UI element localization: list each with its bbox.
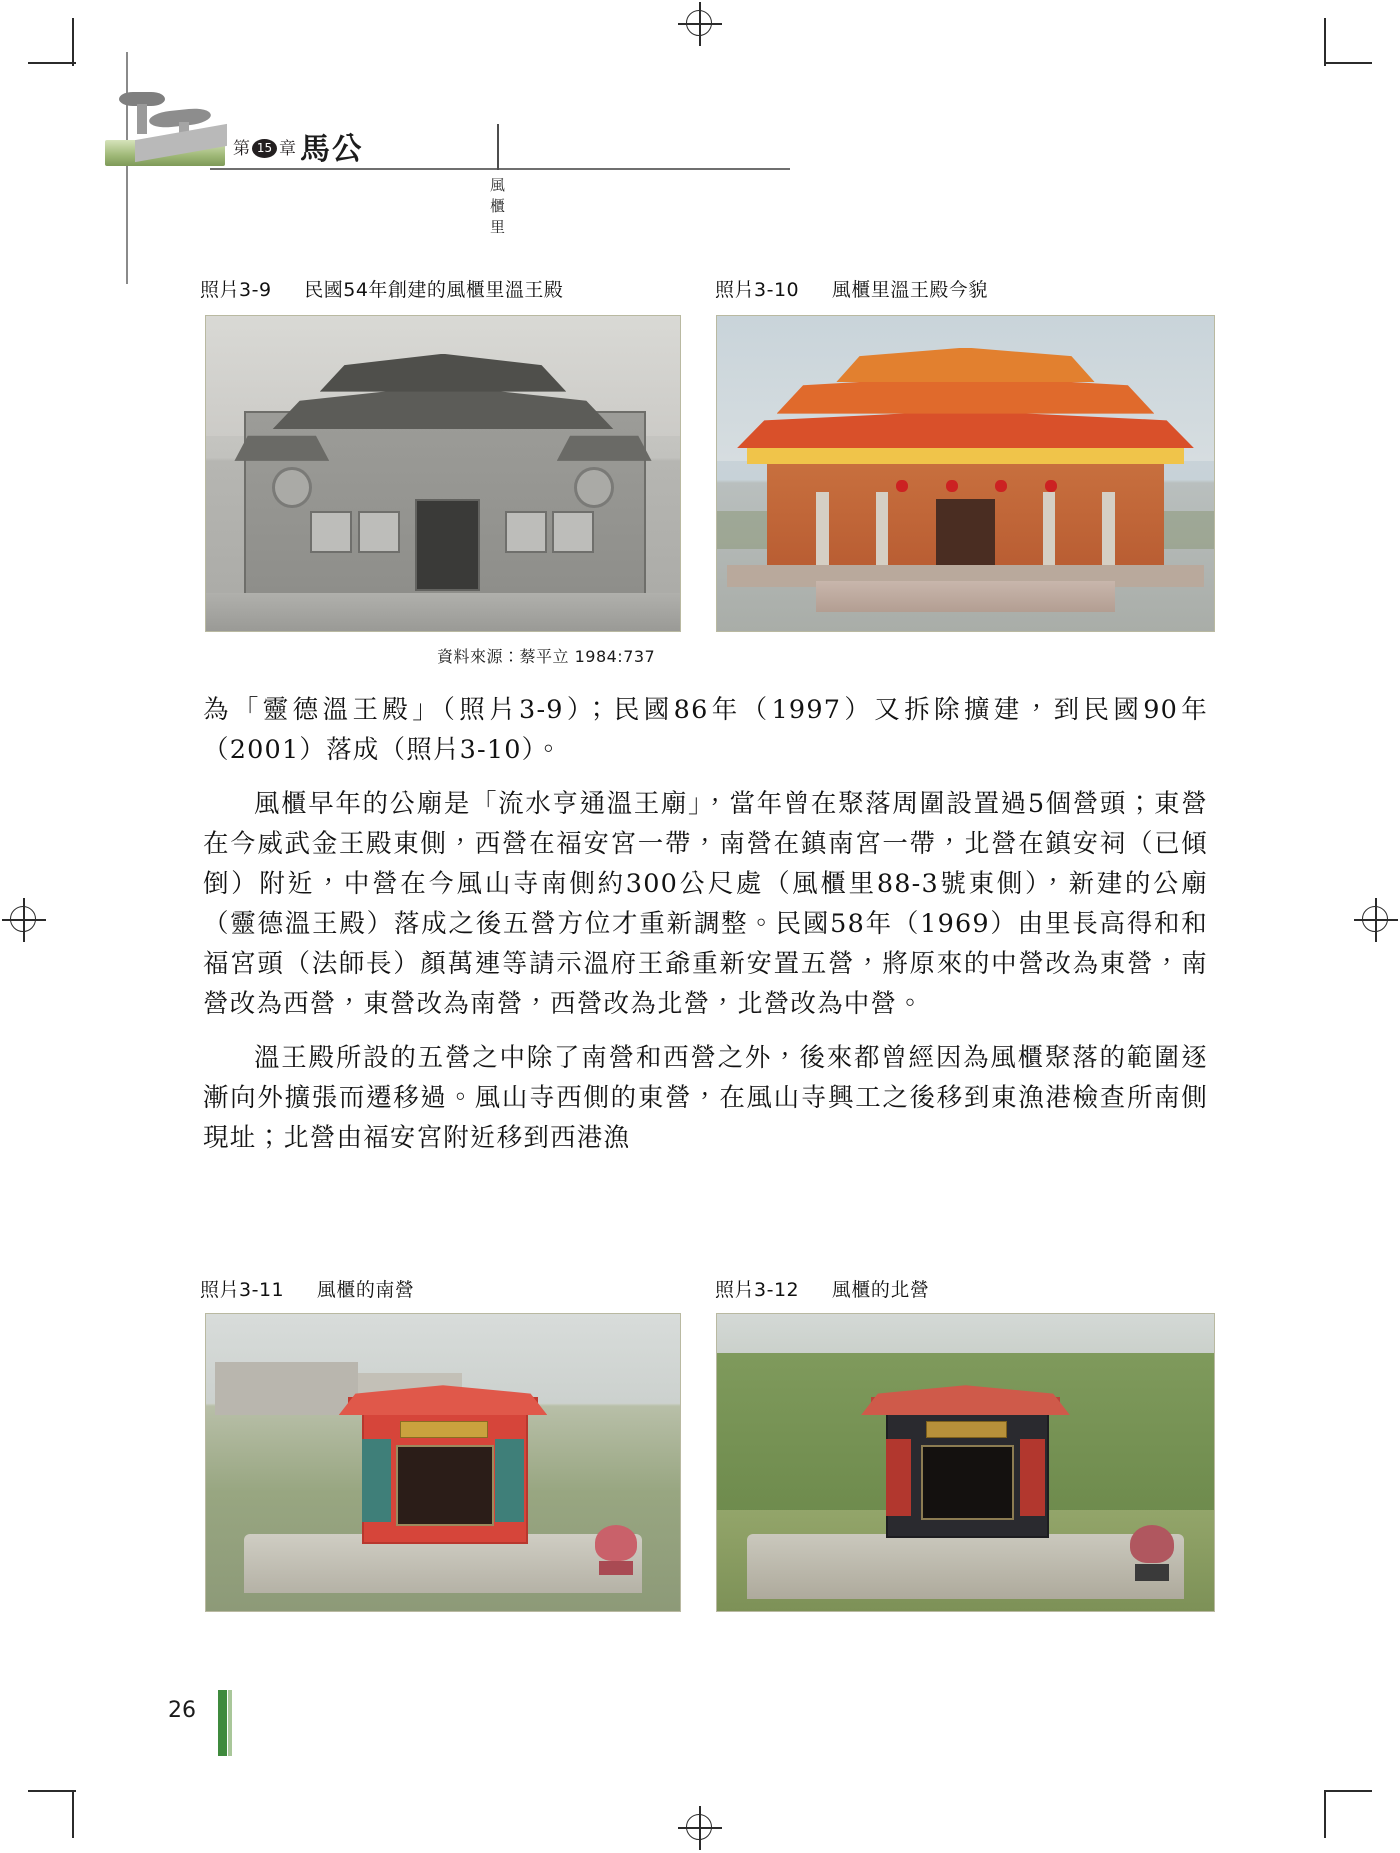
header-divider-rule — [497, 124, 499, 170]
photo-3-9-caption-text: 民國54年創建的風櫃里溫王殿 — [304, 279, 564, 301]
chapter-header — [105, 88, 507, 236]
photo-3-10-caption — [715, 275, 988, 302]
photo-3-9-source: 資料來源：蔡平立 1984:737 — [437, 647, 656, 666]
photo-3-12-caption — [715, 1275, 929, 1302]
header-place-name: 馬公 — [300, 132, 364, 167]
photo-3-10-caption-text: 風櫃里溫王殿今貌 — [831, 279, 988, 301]
photo-3-11-caption-text: 風櫃的南營 — [316, 1279, 415, 1301]
header-subtitle: 風櫃里 — [490, 176, 507, 236]
crop-mark-top-left — [28, 18, 98, 88]
photo-3-9-image — [205, 315, 681, 632]
photo-3-12-caption-text: 風櫃的北營 — [831, 1279, 930, 1301]
paragraph-1: 為「靈德溫王殿」（照片3-9）；民國86年（1997）又拆除擴建，到民國90年（2001）落成（照片3-10）。 — [203, 695, 1208, 765]
photo-3-12-image — [716, 1313, 1215, 1612]
paragraph-3: 溫王殿所設的五營之中除了南營和西營之外，後來都曾經因為風櫃聚落的範圍逐漸向外擴張而遷移過。風山寺西側的東營，在風山寺興工之後移到東漁港檢查所南側現址；北營由福安宮附近移到西港漁 — [203, 1043, 1208, 1153]
registration-target-top — [678, 2, 722, 46]
chapter-label — [233, 134, 296, 159]
registration-target-right — [1354, 898, 1398, 942]
chapter-prefix: 第 — [233, 139, 250, 159]
crop-mark-bottom-left — [28, 1768, 98, 1838]
crop-mark-bottom-right — [1302, 1768, 1372, 1838]
photo-3-10-caption-number: 照片3-10 — [715, 279, 800, 301]
photo-3-11-caption — [200, 1275, 414, 1302]
header-horizontal-rule — [210, 168, 790, 170]
photo-3-9-caption-number: 照片3-9 — [200, 279, 272, 301]
paragraph-2: 風櫃早年的公廟是「流水亨通溫王廟」，當年曾在聚落周圍設置過5個營頭；東營在今威武金王殿東側，西營在福安宮一帶，南營在鎮南宮一帶，北營在鎮安祠（已傾倒）附近，中營在今風山寺南側約300公尺處（風櫃里88-3號東側），新建的公廟（靈德溫王殿）落成之後五營方位才重新調整。民國58年（1969）由里長高得和和福宮頭（法師長）顏萬連等請示溫府王爺重新安置五營，將原來的中營改為東營，南營改為西營，東營改為南營，西營改為北營，北營改為中營。 — [203, 789, 1208, 1019]
mushroom-pavilion-logo-icon — [105, 88, 225, 166]
footer-accent-bar — [218, 1690, 227, 1756]
crop-mark-top-right — [1302, 18, 1372, 88]
photo-3-11-image — [205, 1313, 681, 1612]
photo-3-11-caption-number: 照片3-11 — [200, 1279, 285, 1301]
body-text-block-top — [203, 690, 1208, 1172]
photo-3-9-caption — [200, 275, 563, 302]
photo-3-10-image — [716, 315, 1215, 632]
registration-target-bottom — [678, 1806, 722, 1850]
chapter-number: 15 — [252, 139, 277, 158]
page-number: 26 — [168, 1698, 196, 1723]
photo-3-12-caption-number: 照片3-12 — [715, 1279, 800, 1301]
chapter-suffix: 章 — [279, 139, 296, 159]
footer-accent-bar-light — [228, 1690, 232, 1756]
registration-target-left — [2, 898, 46, 942]
